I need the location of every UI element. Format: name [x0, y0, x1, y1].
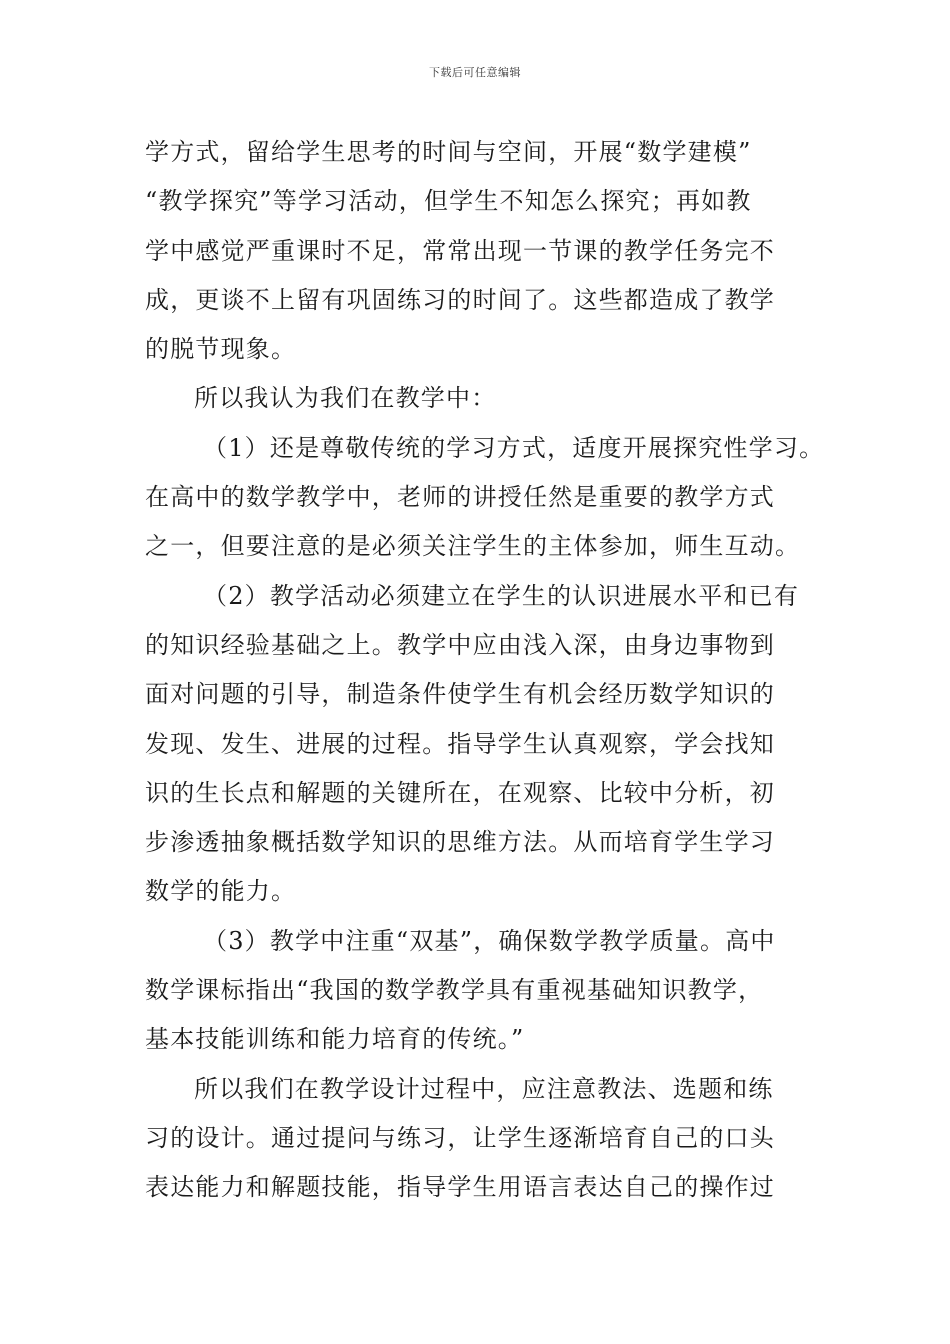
text-line: 发现、发生、进展的过程。指导学生认真观察，学会找知 [145, 729, 775, 758]
document-body [145, 128, 825, 1213]
page-header: 下载后可任意编辑 [429, 66, 521, 79]
paragraph-start-line: 所以我们在教学设计过程中，应注意教法、选题和练 [194, 1074, 774, 1103]
text-line: 成，更谈不上留有巩固练习的时间了。这些都造成了教学 [145, 285, 775, 314]
text-line: 学中感觉严重课时不足，常常出现一节课的教学任务完不 [145, 236, 775, 265]
text-line: 习的设计。通过提问与练习，让学生逐渐培育自己的口头 [145, 1123, 775, 1152]
text-line: “教学探究”等学习活动，但学生不知怎么探究；再如教 [145, 187, 752, 216]
text-line: 表达能力和解题技能，指导学生用语言表达自己的操作过 [145, 1173, 775, 1202]
paragraph-start-line: 所以我认为我们在教学中： [194, 384, 497, 413]
text-line: 的脱节现象。 [145, 335, 297, 364]
text-line: 数学课标指出“我国的数学教学具有重视基础知识教学， [145, 976, 764, 1005]
text-line: 学方式，留给学生思考的时间与空间，开展“数学建模” [145, 138, 752, 166]
text-line: 识的生长点和解题的关键所在，在观察、比较中分析，初 [145, 778, 775, 807]
text-line: 步渗透抽象概括数学知识的思维方法。从而培育学生学习 [145, 828, 775, 857]
numbered-item-2: （2）教学活动必须建立在学生的认识进展水平和已有 [203, 581, 800, 610]
text-line: 在高中的数学教学中，老师的讲授任然是重要的教学方式 [145, 483, 775, 512]
text-line: 数学的能力。 [145, 877, 297, 906]
numbered-item-3: （3）教学中注重“双基”，确保数学教学质量。高中 [203, 926, 776, 955]
text-line: 之一，但要注意的是必须关注学生的主体参加，师生互动。 [145, 532, 801, 561]
numbered-item-1: （1）还是尊敬传统的学习方式，适度开展探究性学习。 [203, 433, 825, 462]
text-line: 基本技能训练和能力培育的传统。” [145, 1025, 525, 1054]
text-line: 面对问题的引导，制造条件使学生有机会经历数学知识的 [145, 680, 775, 709]
text-line: 的知识经验基础之上。教学中应由浅入深，由身边事物到 [145, 630, 775, 659]
